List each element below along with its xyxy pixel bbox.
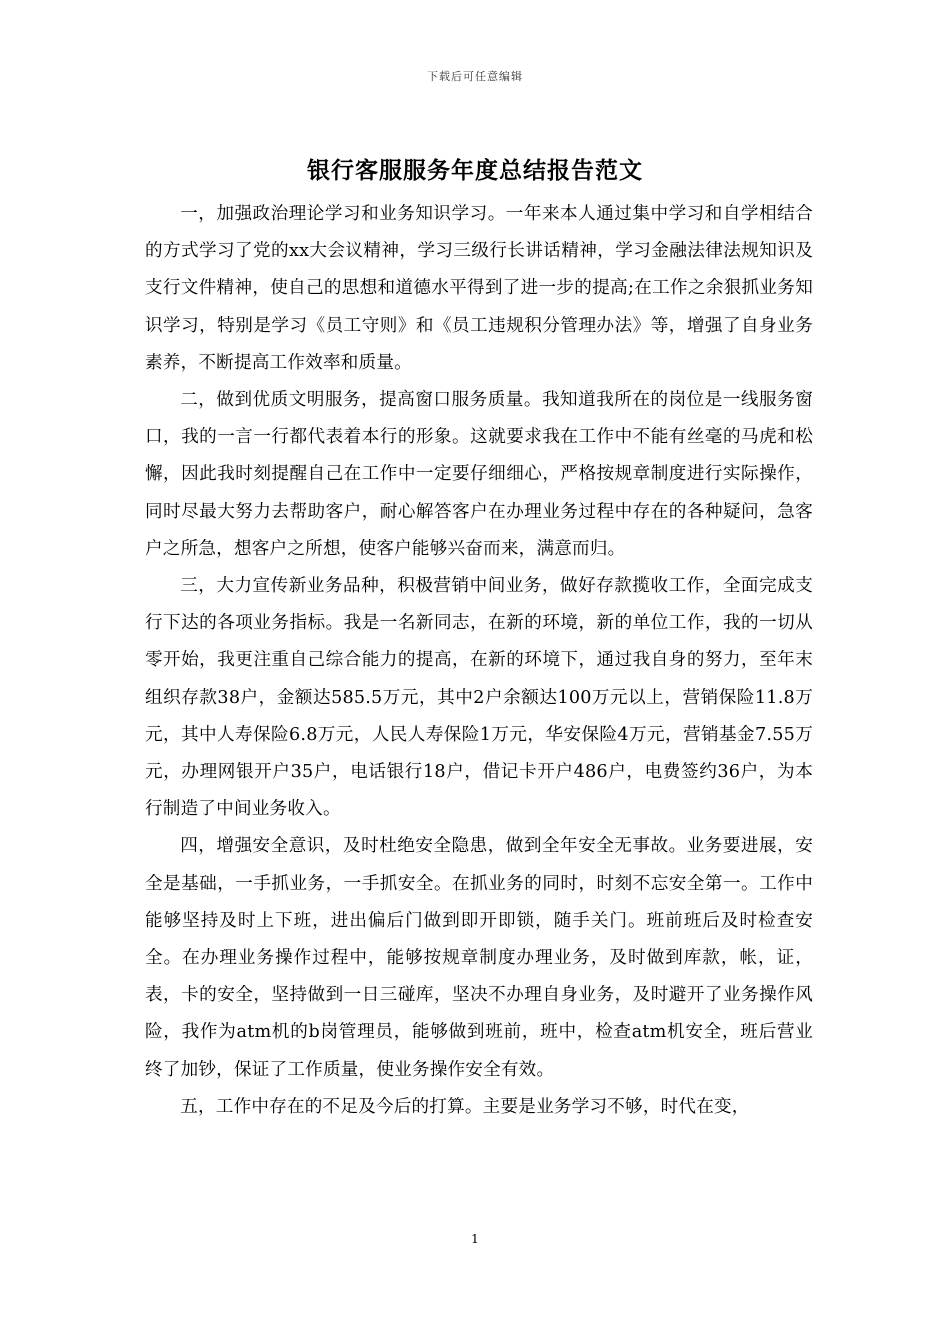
paragraph-3: 三，大力宣传新业务品种，积极营销中间业务，做好存款揽收工作，全面完成支行下达的各项业务指标。我是一名新同志，在新的环境，新的单位工作，我的一切从零开始，我更注重自己综合能力的提高，在新的环境下，通过我自身的努力，至年末组织存款38户，金额达585.5万元，其中2户余额达100万元以上，营销保险11.8万元，其中人寿保险6.8万元，人民人寿保险1万元，华安保险4万元，营销基金7.55万元，办理网银开户35户，电话银行18户，借记卡开户486户，电费签约36户，为本行制造了中间业务收入。 — [145, 576, 813, 820]
paragraph-4: 四，增强安全意识，及时杜绝安全隐患，做到全年安全无事故。业务要进展，安全是基础，一手抓业务，一手抓安全。在抓业务的同时，时刻不忘安全第一。工作中能够坚持及时上下班，进出偏后门做到即开即锁，随手关门。班前班后及时检查安全。在办理业务操作过程中，能够按规章制度办理业务，及时做到库款，帐，证，表，卡的安全，坚持做到一日三碰库，坚决不办理自身业务，及时避开了业务操作风险，我作为atm机的b岗管理员，能够做到班前，班中，检查atm机安全，班后营业终了加钞，保证了工作质量，使业务操作安全有效。 — [145, 836, 813, 1080]
paragraph-2: 二，做到优质文明服务，提高窗口服务质量。我知道我所在的岗位是一线服务窗口，我的一言一行都代表着本行的形象。这就要求我在工作中不能有丝毫的马虎和松懈，因此我时刻提醒自己在工作中一定要仔细细心，严格按规章制度进行实际操作，同时尽最大努力去帮助客户，耐心解答客户在办理业务过程中存在的各种疑问，急客户之所急，想客户之所想，使客户能够兴奋而来，满意而归。 — [145, 390, 813, 559]
paragraph-5: 五，工作中存在的不足及今后的打算。主要是业务学习不够，时代在变， — [180, 1096, 750, 1117]
document-title: 银行客服服务年度总结报告范文 — [307, 157, 643, 184]
document-body — [145, 196, 813, 1126]
paragraph-1: 一，加强政治理论学习和业务知识学习。一年来本人通过集中学习和自学相结合的方式学习了党的xx大会议精神，学习三级行长讲话精神，学习金融法律法规知识及支行文件精神，使自己的思想和道德水平得到了进一步的提高;在工作之余狠抓业务知识学习，特别是学习《员工守则》和《员工违规积分管理办法》等，增强了自身业务素养，不断提高工作效率和质量。 — [145, 204, 813, 373]
header-note: 下载后可任意编辑 — [427, 70, 523, 83]
page-number: 1 — [471, 1232, 479, 1246]
